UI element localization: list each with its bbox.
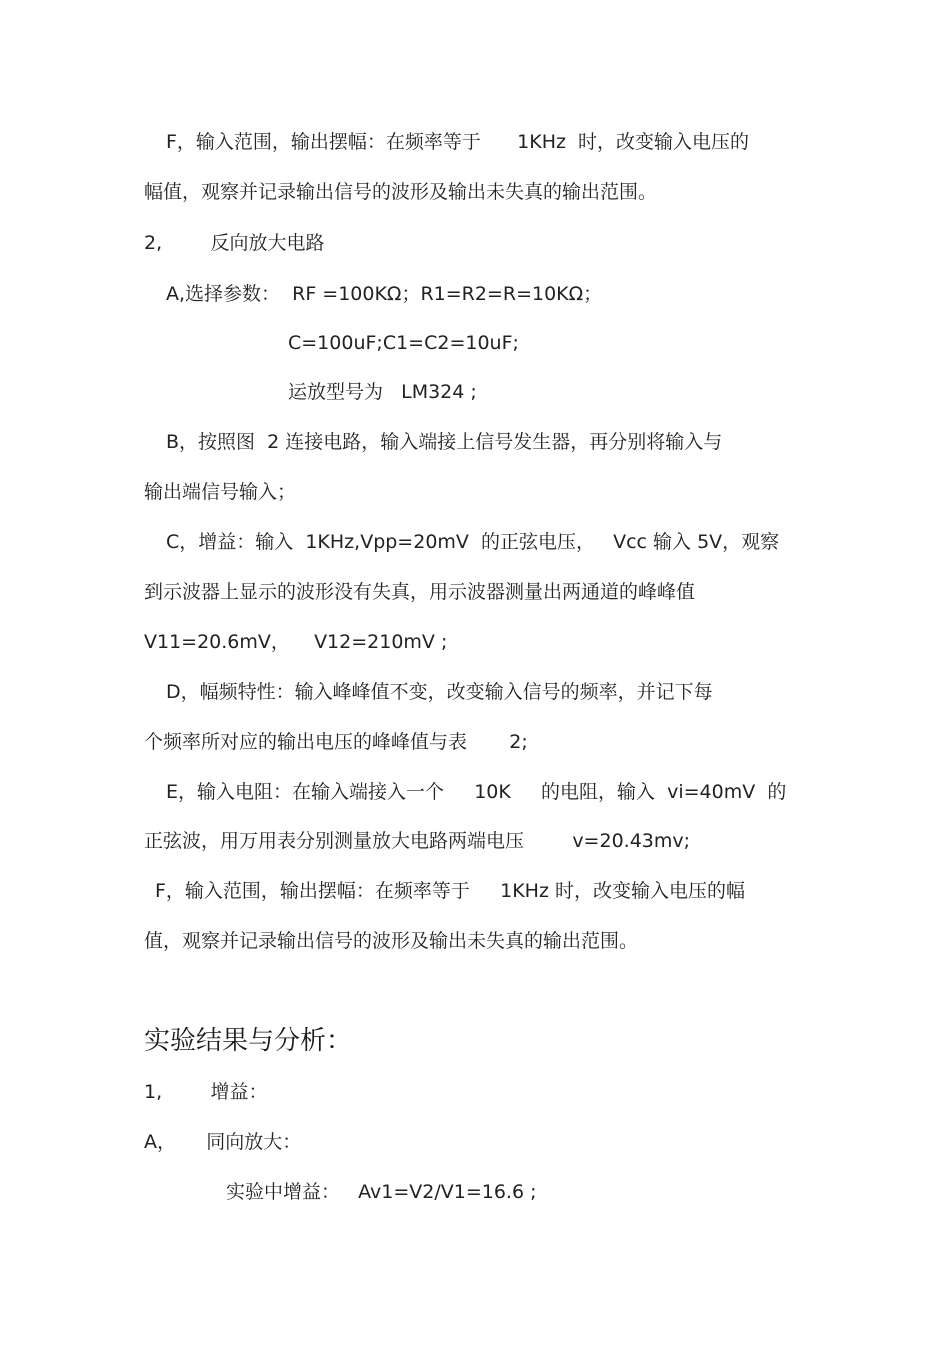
- section-2-title: 2, 反向放大电路: [144, 232, 325, 254]
- para-a-opamp: 运放型号为 LM324 ;: [288, 381, 477, 403]
- para-e-line1: E，输入电阻：在输入端接入一个 10K 的电阻，输入 vi=40mV 的: [166, 781, 787, 803]
- para-d-line2: 个频率所对应的输出电压的峰峰值与表 2;: [144, 731, 528, 753]
- para-a-capacitors: C=100uF;C1=C2=10uF;: [288, 332, 519, 354]
- para-d-line1: D，幅频特性：输入峰峰值不变，改变输入信号的频率，并记下每: [166, 681, 713, 703]
- para-b-line2: 输出端信号输入；: [144, 481, 297, 503]
- para-b-line1: B，按照图 2 连接电路，输入端接上信号发生器，再分别将输入与: [166, 431, 723, 453]
- para-f-line1: F，输入范围，输出摆幅：在频率等于 1KHz 时，改变输入电压的: [166, 131, 750, 153]
- results-heading: 实验结果与分析：: [144, 1026, 353, 1056]
- para-c-line2: 到示波器上显示的波形没有失真，用示波器测量出两通道的峰峰值: [144, 581, 696, 603]
- para-c-line3: V11=20.6mV， V12=210mV ;: [144, 631, 448, 653]
- results-item-1: 1, 增益：: [144, 1081, 268, 1103]
- results-item-a: A， 同向放大：: [144, 1131, 302, 1153]
- results-gain: 实验中增益： Av1=V2/V1=16.6 ;: [226, 1181, 537, 1203]
- para-e-line2: 正弦波，用万用表分别测量放大电路两端电压 v=20.43mv;: [144, 830, 691, 852]
- para-c-line1: C，增益：输入 1KHz,Vpp=20mV 的正弦电压， Vcc 输入 5V，观察: [166, 531, 780, 553]
- para-f2-line2: 值，观察并记录输出信号的波形及输出未失真的输出范围。: [144, 930, 639, 952]
- para-a-params: A,选择参数： RF =100KΩ；R1=R2=R=10KΩ；: [166, 283, 603, 305]
- para-f-line2: 幅值，观察并记录输出信号的波形及输出未失真的输出范围。: [144, 181, 658, 203]
- para-f2-line1: F，输入范围，输出摆幅：在频率等于 1KHz 时，改变输入电压的幅: [155, 880, 745, 902]
